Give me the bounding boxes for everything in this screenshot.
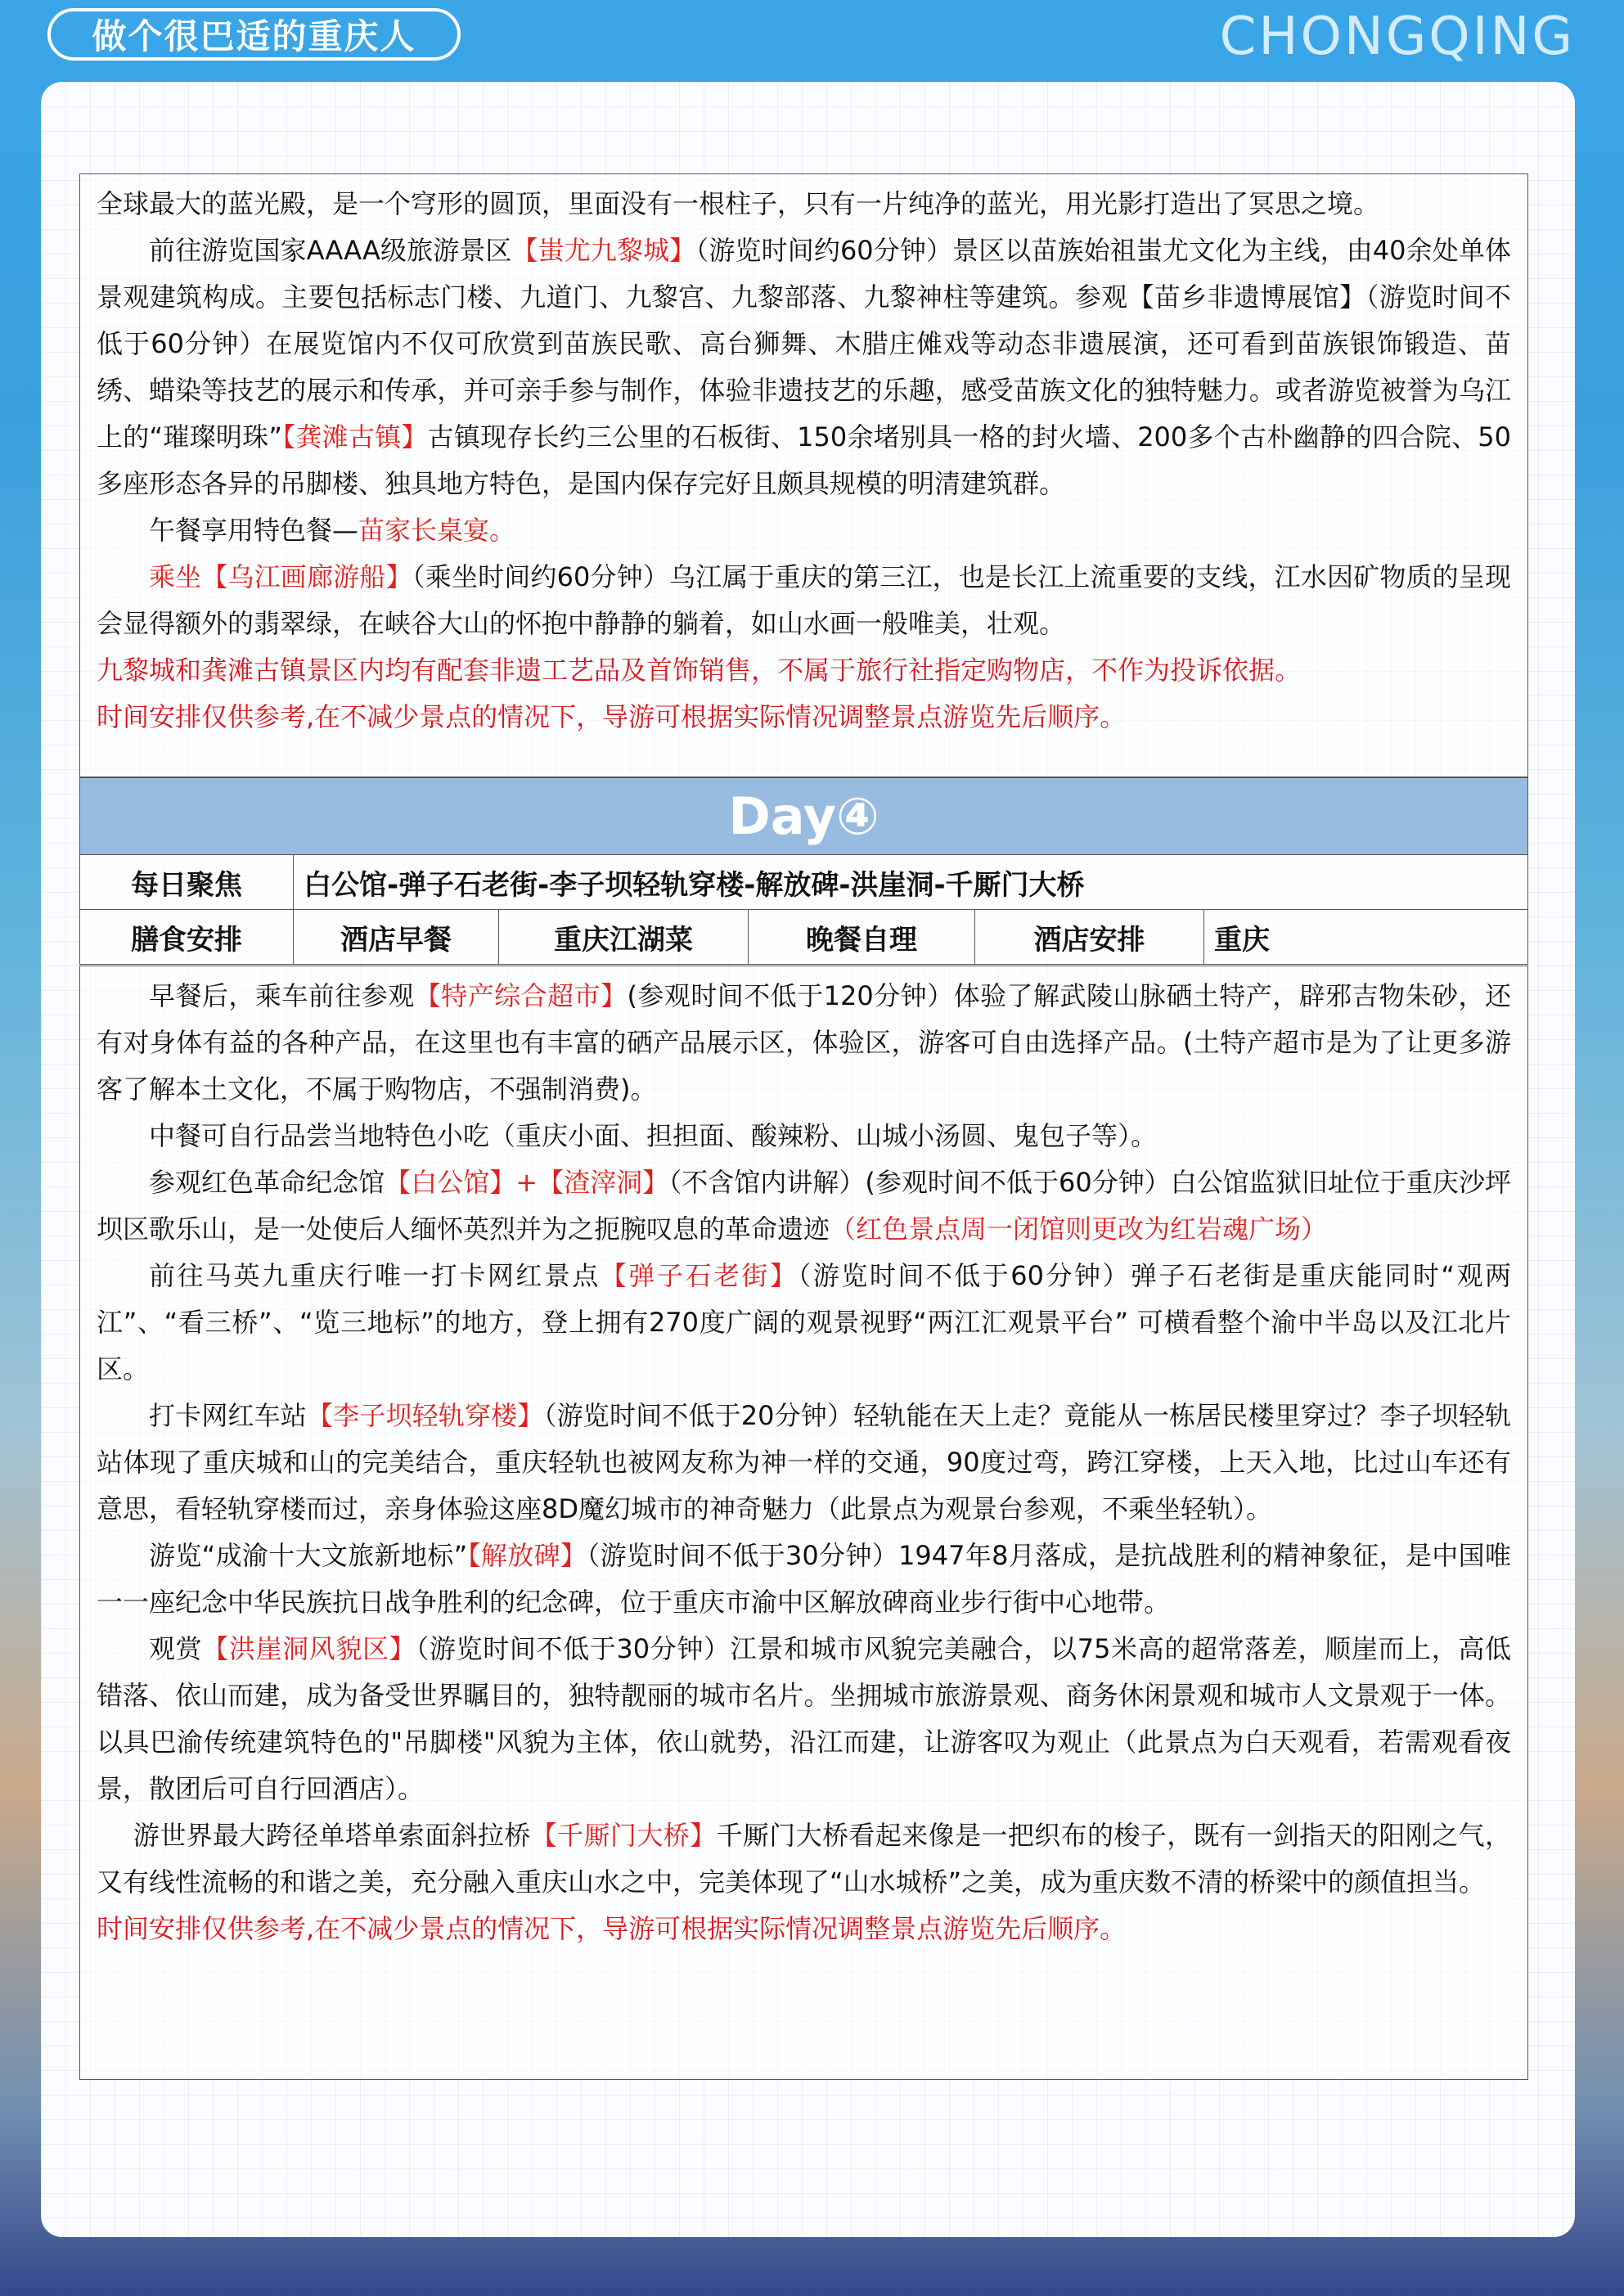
day-info-table [79,854,1528,965]
highlight-spot: 乘坐【乌江画廊游船】 [149,561,412,592]
day-title-bar [79,777,1528,855]
highlight-spot: 【白公馆】+【渣滓洞】 [385,1167,669,1198]
text-span: 古镇现存长约三公里的石板街、150余堵别具一格的封火墙、200多个古朴幽静的四合院、50多座形态各异的吊脚楼、独具地方特色，是国内保存完好且颇具规模的明清建筑群。 [97,421,1511,499]
text-span: （游览时间约60分钟）景区以苗族始祖蚩尤文化为主线，由40余处单体景观建筑构成。主要包括标志门楼、九道门、九黎宫、九黎部落、九黎神柱等建筑。参观【苗乡非遗博展馆】（游览时间不低于60分钟）在展览馆内不仅可欣赏到苗族民歌、高台狮舞、木腊庄傩戏等动态非遗展演，还可看到苗族银饰锻造、苗绣、蜡染等技艺的展示和传承，并可亲手参与制作，体验非遗技艺的乐趣，感受苗族文化的独特魅力。或者游览被誉为乌江上的“璀璨明珠” [97,235,1511,452]
text-span: 打卡网红车站 [149,1400,307,1431]
focus-row [80,855,1528,910]
day3-paragraph-2 [97,227,1511,507]
text-span: 千厮门大桥看起来像是一把织布的梭子，既有一剑指天的阳刚之气，又有线性流畅的和谐之美，充分融入重庆山水之中，完美体现了“山水城桥”之美，成为重庆数不清的桥梁中的颜值担当。 [97,1820,1511,1898]
text-span: 午餐享用特色餐— [149,515,359,546]
highlight-meal: 苗家长桌宴。 [358,515,516,546]
text-span: 游世界最大跨径单塔单索面斜拉桥 [133,1820,531,1851]
day3-shopping-note: 九黎城和龚滩古镇景区内均有配套非遗工艺品及首饰销售，不属于旅行社指定购物店，不作为投诉依据。 [97,655,1302,686]
day4-paragraph-3 [97,1159,1511,1253]
text-span: 前往马英九重庆行唯一打卡网红景点 [149,1260,601,1291]
day3-paragraph-3 [97,507,1511,554]
highlight-spot: 【洪崖洞风貌区】 [202,1633,416,1664]
hotel-value: 重庆 [1204,910,1528,965]
highlight-spot: 【弹子石老街】 [600,1260,799,1291]
highlight-spot: 【解放碑】 [467,1540,587,1571]
highlight-spot: 【千厮门大桥】 [530,1820,717,1851]
day3-description [79,173,1528,777]
day4-schedule-note: 时间安排仅供参考,在不减少景点的情况下，导游可根据实际情况调整景点游览先后顺序。 [97,1913,1127,1944]
highlight-note: （红色景点周一闭馆则更改为红岩魂广场） [830,1213,1328,1245]
text-span: 观赏 [149,1633,203,1664]
text-span: 参观红色革命纪念馆 [149,1167,385,1198]
day4-paragraph-1 [97,973,1511,1113]
lunch-value: 重庆江湖菜 [499,910,749,965]
breakfast-value: 酒店早餐 [294,910,499,965]
day3-paragraph-4 [97,554,1511,647]
slogan-text: 做个很巴适的重庆人 [92,16,416,56]
text-span: 前往游览国家AAAA级旅游景区 [149,235,512,266]
day4-paragraph-6 [97,1533,1511,1626]
focus-label: 每日聚焦 [80,855,294,910]
text-span: （不含馆内讲解）(参观时间不低于60分钟）白公馆监狱旧址位于重庆沙坪坝区歌乐山，是一处使后人缅怀英烈并为之扼腕叹息的革命遗迹 [97,1167,1511,1245]
text-span: （游览时间不低于60分钟）弹子石老街是重庆能同时“观两江”、“看三桥”、“览三地标”的地方，登上拥有270度广阔的观景视野“两江汇观景平台” 可横看整个渝中半岛以及江北片区。 [97,1260,1511,1384]
text-span: （游览时间不低于30分钟）江景和城市风貌完美融合，以75米高的超常落差，顺崖而上，高低错落、依山而建，成为备受世界瞩目的，独特靓丽的城市名片。坐拥城市旅游景观、商务休闲景观和城市人文景观于一体。 以具巴渝传统建筑特色的"吊脚楼"风貌为主体，依山就势，沿江而建，让游客叹为观止（此景点为白天观看，若需观看夜景，散团后可自行回酒店）。 [97,1633,1511,1804]
day-title: Day④ [728,786,879,846]
day4-paragraph-8 [97,1812,1511,1906]
dinner-value: 晚餐自理 [749,910,975,965]
highlight-spot: 【特产综合超市】 [414,980,628,1011]
meal-label: 膳食安排 [80,910,294,965]
day3-paragraph-1: 全球最大的蓝光殿，是一个穹形的圆顶，里面没有一根柱子，只有一片纯净的蓝光，用光影打造出了冥思之境。 [97,188,1380,219]
focus-value: 白公馆-弹子石老街-李子坝轻轨穿楼-解放碑-洪崖洞-千厮门大桥 [294,855,1528,910]
text-span: 早餐后，乘车前往参观 [149,980,415,1011]
highlight-spot: 【龚滩古镇】 [281,421,428,452]
text-span: （游览时间不低于30分钟）1947年8月落成，是抗战胜利的精神象征，是中国唯一一座纪念中华民族抗日战争胜利的纪念碑，位于重庆市渝中区解放碑商业步行街中心地带。 [97,1540,1511,1618]
day4-description [79,966,1528,2080]
text-span: （游览时间不低于20分钟）轻轨能在天上走？竟能从一栋居民楼里穿过？李子坝轻轨站体现了重庆城和山的完美结合，重庆轻轨也被网友称为神一样的交通，90度过弯，跨江穿楼，上天入地，比过山车还有意思，看轻轨穿楼而过，亲身体验这座8D魔幻城市的神奇魅力（此景点为观景台参观，不乘坐轻轨）。 [97,1400,1511,1524]
highlight-spot: 【李子坝轻轨穿楼】 [306,1400,544,1431]
day3-schedule-note: 时间安排仅供参考,在不减少景点的情况下，导游可根据实际情况调整景点游览先后顺序。 [97,701,1127,732]
hotel-label: 酒店安排 [975,910,1204,965]
meal-row [80,910,1528,965]
day4-paragraph-7 [97,1626,1511,1812]
day4-paragraph-2: 中餐可自行品尝当地特色小吃（重庆小面、担担面、酸辣粉、山城小汤圆、鬼包子等）。 [149,1120,1158,1151]
text-span: (参观时间不低于120分钟）体验了解武陵山脉硒土特产，辟邪吉物朱砂，还有对身体有益的各种产品，在这里也有丰富的硒产品展示区，体验区，游客可自由选择产品。(土特产超市是为了让更多游客了解本土文化，不属于购物店，不强制消费)。 [97,980,1511,1105]
day4-paragraph-5 [97,1393,1511,1533]
text-span: 游览“成渝十大文旅新地标” [149,1540,468,1571]
slogan-badge [47,8,461,61]
day4-paragraph-4 [97,1253,1511,1393]
brand-title: CHONGQING [1219,7,1575,67]
text-span: （乘坐时间约60分钟）乌江属于重庆的第三江，也是长江上流重要的支线，江水因矿物质的呈现会显得额外的翡翠绿，在峡谷大山的怀抱中静静的躺着，如山水画一般唯美，壮观。 [97,561,1511,639]
highlight-spot: 【蚩尤九黎城】 [511,235,696,266]
